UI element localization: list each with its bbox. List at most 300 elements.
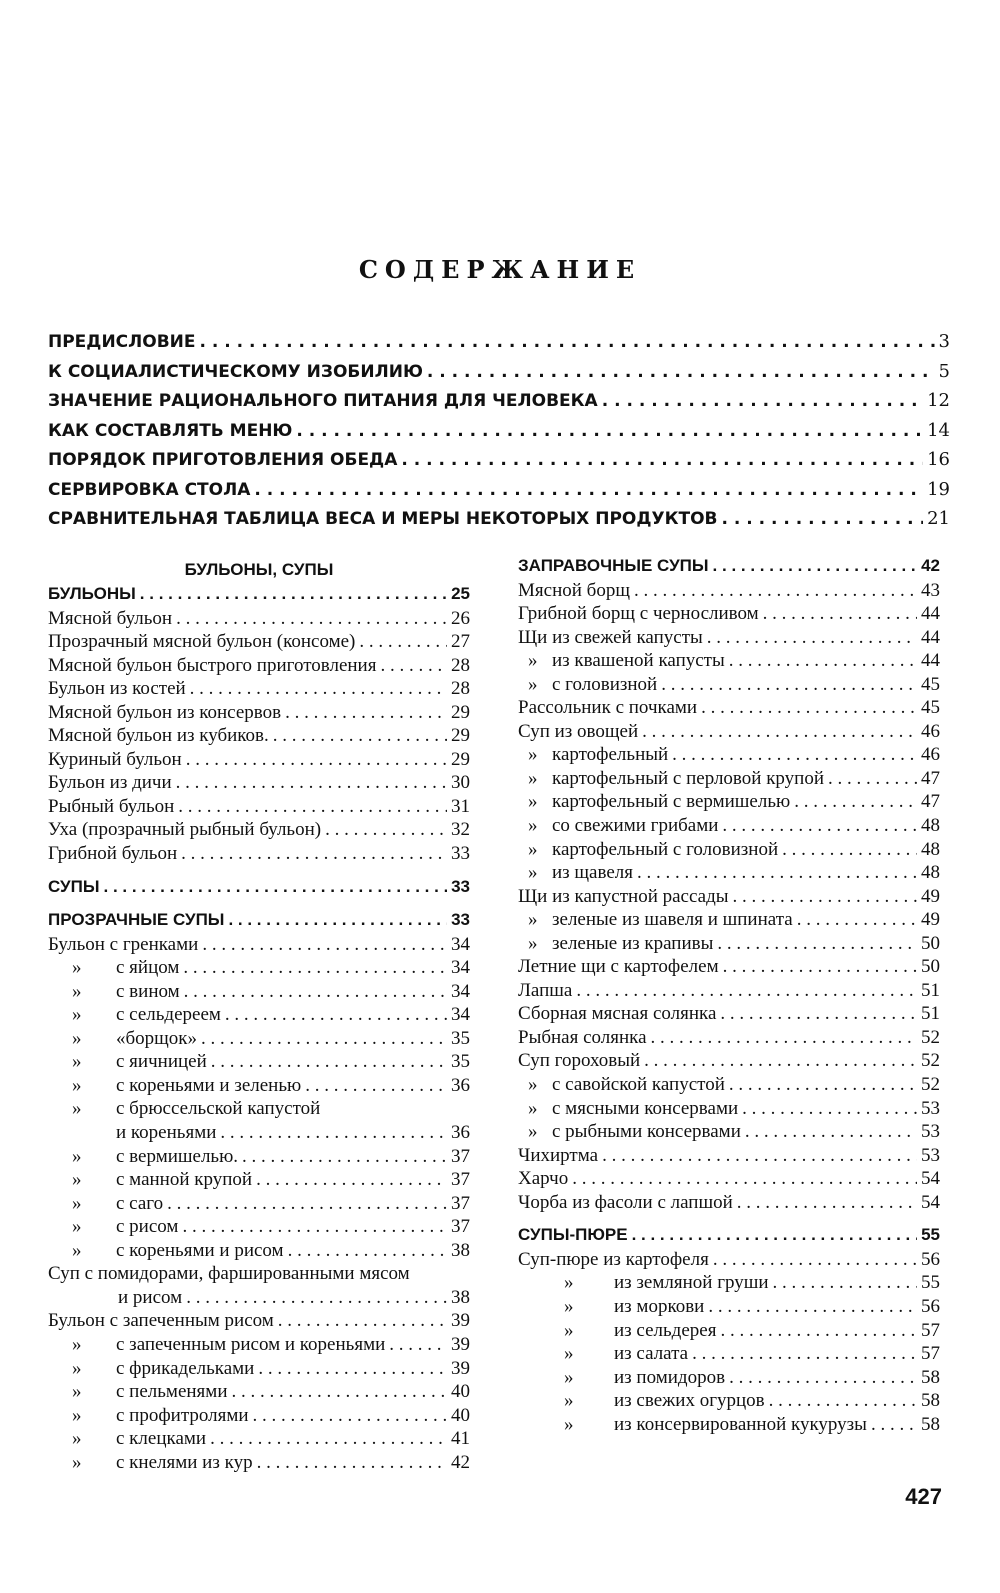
entry-page-number: 36 <box>451 1074 470 1096</box>
toc-entry[interactable] <box>48 877 470 901</box>
dot-leader <box>325 819 447 841</box>
entry-page-number: 42 <box>451 1451 470 1473</box>
entry-label: Щи из капустной рассады <box>518 885 729 907</box>
dot-leader <box>200 332 935 352</box>
entry-label: с сельдереем <box>116 1004 221 1026</box>
entry-label: зеленые из крапивы <box>552 932 714 954</box>
toc-entry[interactable] <box>518 1003 940 1027</box>
dot-leader <box>729 1074 917 1096</box>
entry-label: Суп-пюре из картофеля <box>518 1248 709 1270</box>
ditto-mark: » <box>528 791 538 813</box>
ditto-mark: » <box>72 1074 82 1096</box>
entry-page-number: 3 <box>938 331 950 352</box>
entry-label: Бульон из костей <box>48 678 186 700</box>
toc-entry[interactable] <box>48 390 950 420</box>
dot-leader <box>140 584 447 604</box>
entry-page-number: 56 <box>921 1248 940 1270</box>
dot-leader <box>242 1146 447 1168</box>
entry-label: с запеченным рисом и кореньями <box>116 1333 386 1355</box>
entry-page-number: 21 <box>927 508 950 529</box>
entry-page-number: 40 <box>451 1404 470 1426</box>
toc-entry[interactable] <box>48 508 950 538</box>
entry-page-number: 52 <box>921 1050 940 1072</box>
entry-page-number: 28 <box>451 654 470 676</box>
entry-label: из салата <box>614 1343 689 1365</box>
ditto-mark: » <box>72 1428 82 1450</box>
entry-label: Мясной бульон из консервов <box>48 701 282 723</box>
dot-leader <box>285 702 447 724</box>
entry-label: Уха (прозрачный рыбный бульон) <box>48 819 322 841</box>
entry-label: СУПЫ-ПЮРЕ <box>518 1225 628 1245</box>
dot-leader <box>871 1414 917 1436</box>
entry-page-number: 32 <box>451 819 470 841</box>
entry-label: Харчо <box>518 1168 569 1190</box>
ditto-mark: » <box>72 1027 82 1049</box>
entry-label: с головизной <box>552 673 658 695</box>
dot-leader <box>722 815 917 837</box>
dot-leader <box>729 650 917 672</box>
ditto-mark: » <box>72 980 82 1002</box>
toc-entry[interactable] <box>48 1051 470 1075</box>
dot-leader <box>637 862 917 884</box>
dot-leader <box>723 956 917 978</box>
toc-entry[interactable] <box>48 843 470 867</box>
dot-leader <box>745 1121 917 1143</box>
toc-entry[interactable] <box>518 791 940 815</box>
entry-label: Суп из овощей <box>518 720 639 742</box>
toc-entry[interactable] <box>518 697 940 721</box>
entry-page-number: 54 <box>921 1168 940 1190</box>
toc-entry[interactable] <box>518 721 940 745</box>
entry-page-number: 37 <box>451 1216 470 1238</box>
entry-label: Прозрачный мясной бульон (консоме) <box>48 631 356 653</box>
dot-leader <box>794 791 917 813</box>
entry-label: с яйцом <box>116 957 180 979</box>
toc-entry[interactable] <box>518 1098 940 1122</box>
entry-label: с рыбными консервами <box>552 1121 741 1143</box>
toc-entry[interactable] <box>48 796 470 820</box>
dot-leader <box>427 362 935 382</box>
entry-label: картофельный с вермишелью <box>552 791 791 813</box>
entry-label: из консервированной кукурузы <box>614 1413 867 1435</box>
entry-page-number: 58 <box>921 1366 940 1388</box>
ditto-mark: » <box>564 1413 574 1435</box>
toc-entry[interactable] <box>518 1414 940 1438</box>
toc-entry[interactable] <box>518 1192 940 1216</box>
toc-entry[interactable] <box>48 981 470 1005</box>
entry-page-number: 28 <box>451 678 470 700</box>
entry-label: с саго <box>116 1192 164 1214</box>
entry-page-number: 52 <box>921 1026 940 1048</box>
entry-label: Летние щи с картофелем <box>518 956 719 978</box>
entry-label: из квашеной капусты <box>552 650 725 672</box>
dot-leader <box>258 1358 447 1380</box>
ditto-mark: » <box>564 1295 574 1317</box>
toc-entry[interactable] <box>48 1004 470 1028</box>
toc-entry[interactable] <box>518 933 940 957</box>
ditto-mark: » <box>72 1404 82 1426</box>
toc-entry[interactable] <box>518 1121 940 1145</box>
dot-leader <box>737 1192 917 1214</box>
entry-label: зеленые из шавеля и шпината <box>552 909 793 931</box>
dot-leader <box>720 1320 917 1342</box>
entry-label: с яичницей <box>116 1051 207 1073</box>
toc-entry[interactable] <box>48 725 470 749</box>
dot-leader <box>401 450 923 470</box>
toc-entry[interactable] <box>48 631 470 655</box>
entry-label: с кореньями и зеленью <box>116 1074 302 1096</box>
entry-page-number: 54 <box>921 1191 940 1213</box>
entry-page-number: 53 <box>921 1144 940 1166</box>
entry-page-number: 55 <box>921 1272 940 1294</box>
entry-label: из помидоров <box>614 1366 726 1388</box>
toc-entry[interactable] <box>48 449 950 479</box>
page-number: 427 <box>905 1484 942 1509</box>
toc-entry[interactable] <box>518 744 940 768</box>
entry-page-number: 27 <box>451 631 470 653</box>
entry-page-number: 49 <box>921 885 940 907</box>
entry-page-number: 39 <box>451 1333 470 1355</box>
dot-leader <box>708 1296 917 1318</box>
toc-entry[interactable] <box>48 1334 470 1358</box>
toc-entry[interactable] <box>518 674 940 698</box>
entry-page-number: 40 <box>451 1381 470 1403</box>
entry-page-number: 26 <box>451 607 470 629</box>
dot-leader <box>651 1027 917 1049</box>
toc-entry[interactable] <box>48 702 470 726</box>
toc-entry[interactable] <box>518 1296 940 1320</box>
entry-page-number: 38 <box>451 1239 470 1261</box>
toc-entry[interactable] <box>48 331 950 361</box>
entry-label: Куриный бульон <box>48 748 182 770</box>
dot-leader <box>220 1122 447 1144</box>
ditto-mark: » <box>72 1004 82 1026</box>
entry-label: из земляной груши <box>614 1272 769 1294</box>
toc-entry[interactable] <box>48 1028 470 1052</box>
entry-label: Рассольник с почками <box>518 697 698 719</box>
entry-label: с фрикадельками <box>116 1357 255 1379</box>
dot-leader <box>634 580 917 602</box>
toc-entry[interactable] <box>518 1074 940 1098</box>
entry-page-number: 37 <box>451 1169 470 1191</box>
toc-entry[interactable] <box>48 1098 470 1122</box>
toc-entry[interactable] <box>518 1050 940 1074</box>
toc-entry[interactable] <box>48 1405 470 1429</box>
dot-leader <box>389 1334 447 1356</box>
toc-entry[interactable] <box>518 1390 940 1414</box>
toc-entry[interactable] <box>48 479 950 509</box>
dot-leader <box>576 980 917 1002</box>
entry-page-number: 16 <box>927 449 950 470</box>
entry-label: Лапша <box>518 979 573 1001</box>
section-heading: БУЛЬОНЫ, СУПЫ <box>184 560 334 579</box>
entry-label: Рыбный бульон <box>48 795 175 817</box>
toc-entry[interactable] <box>48 1452 470 1476</box>
dot-leader <box>602 1145 917 1167</box>
entry-label: Мясной бульон из кубиков. <box>48 725 269 747</box>
dot-leader <box>632 1225 917 1245</box>
entry-label: с кореньями и рисом <box>116 1239 284 1261</box>
dot-leader <box>720 1003 917 1025</box>
dot-leader <box>672 744 917 766</box>
toc-entry[interactable] <box>48 1216 470 1240</box>
ditto-mark: » <box>72 1451 82 1473</box>
ditto-mark: » <box>528 838 538 860</box>
entry-label: ПРОЗРАЧНЫЕ СУПЫ <box>48 910 225 930</box>
entry-page-number: 29 <box>451 748 470 770</box>
toc-entry[interactable] <box>48 1193 470 1217</box>
entry-label: с профитролями <box>116 1404 249 1426</box>
dot-leader <box>182 1216 447 1238</box>
toc-entry[interactable] <box>518 580 940 604</box>
right-column <box>518 556 940 1437</box>
entry-page-number: 14 <box>927 419 950 441</box>
entry-label: Бульон с запеченным рисом <box>48 1310 274 1332</box>
toc-entry[interactable] <box>518 956 940 980</box>
dot-leader <box>288 1240 447 1262</box>
dot-leader <box>769 1390 917 1412</box>
dot-leader <box>210 1428 447 1450</box>
toc-entry[interactable] <box>518 1367 940 1391</box>
toc-entry[interactable] <box>48 678 470 702</box>
entry-page-number: 34 <box>451 933 470 955</box>
toc-entry[interactable] <box>48 1358 470 1382</box>
dot-leader <box>211 1051 447 1073</box>
toc-entry[interactable] <box>518 768 940 792</box>
dot-leader <box>254 480 923 500</box>
entry-page-number: 53 <box>921 1097 940 1119</box>
entry-page-number: 42 <box>921 556 940 575</box>
entry-page-number: 25 <box>451 584 470 603</box>
ditto-mark: » <box>528 932 538 954</box>
dot-leader <box>380 655 447 677</box>
toc-entry[interactable] <box>518 886 940 910</box>
entry-page-number: 50 <box>921 932 940 954</box>
entry-label: из сельдерея <box>614 1319 717 1341</box>
toc-entry[interactable] <box>48 361 950 391</box>
entry-page-number: 38 <box>451 1286 470 1308</box>
ditto-mark: » <box>72 1381 82 1403</box>
entry-label: Суп гороховый <box>518 1050 641 1072</box>
ditto-mark: » <box>72 1051 82 1073</box>
toc-entry[interactable] <box>48 1122 470 1146</box>
toc-entry[interactable] <box>518 556 940 580</box>
entry-page-number: 51 <box>921 1003 940 1025</box>
ditto-mark: » <box>528 744 538 766</box>
toc-entry[interactable] <box>518 1272 940 1296</box>
ditto-mark: » <box>564 1319 574 1341</box>
entry-label: с клецками <box>116 1428 207 1450</box>
entry-page-number: 34 <box>451 980 470 1002</box>
entry-page-number: 57 <box>921 1343 940 1365</box>
ditto-mark: » <box>72 957 82 979</box>
toc-entry[interactable] <box>48 1287 470 1311</box>
dot-leader <box>253 1405 447 1427</box>
entry-page-number: 30 <box>451 772 470 794</box>
toc-entry[interactable] <box>518 627 940 651</box>
dot-leader <box>273 725 447 747</box>
dot-leader <box>707 627 917 649</box>
dot-leader <box>232 1381 448 1403</box>
toc-entry[interactable] <box>48 910 470 934</box>
entry-page-number: 48 <box>921 862 940 884</box>
toc-entry[interactable] <box>48 1075 470 1099</box>
toc-entry[interactable] <box>518 980 940 1004</box>
toc-entry[interactable] <box>48 584 470 608</box>
entry-label: Мясной борщ <box>518 579 630 601</box>
ditto-mark: » <box>72 1216 82 1238</box>
entry-label: СЕРВИРОВКА СТОЛА <box>48 479 251 500</box>
dot-leader <box>190 678 447 700</box>
toc-entry[interactable] <box>518 1145 940 1169</box>
toc-entry[interactable] <box>48 1240 470 1264</box>
ditto-mark: » <box>564 1390 574 1412</box>
dot-leader <box>257 1452 447 1474</box>
entry-label: с кнелями из кур <box>116 1451 253 1473</box>
entry-page-number: 33 <box>451 876 470 896</box>
front-matter-list <box>48 331 950 538</box>
entry-label: Мясной бульон быстрого приготовления <box>48 654 377 676</box>
toc-entry[interactable] <box>48 608 470 632</box>
toc-entry[interactable] <box>518 650 940 674</box>
entry-page-number: 55 <box>921 1225 940 1245</box>
ditto-mark: » <box>528 1097 538 1119</box>
dot-leader <box>763 603 917 625</box>
entry-page-number: 58 <box>921 1413 940 1435</box>
entry-page-number: 37 <box>451 1192 470 1214</box>
entry-label: Бульон с гренками <box>48 933 199 955</box>
toc-entry[interactable] <box>48 1169 470 1193</box>
toc-entry[interactable] <box>48 1310 470 1334</box>
entry-page-number: 31 <box>451 795 470 817</box>
entry-page-number: 39 <box>451 1357 470 1379</box>
toc-entry[interactable] <box>518 909 940 933</box>
dot-leader <box>278 1310 447 1332</box>
entry-page-number: 45 <box>921 697 940 719</box>
dot-leader <box>104 877 448 897</box>
entry-label: ЗАПРАВОЧНЫЕ СУПЫ <box>518 556 709 575</box>
dot-leader <box>773 1272 917 1294</box>
dot-leader <box>828 768 917 790</box>
page-title: СОДЕРЖАНИЕ <box>358 255 642 284</box>
entry-page-number: 56 <box>921 1295 940 1317</box>
entry-label: Рыбная солянка <box>518 1026 647 1048</box>
dot-leader <box>181 843 447 865</box>
entry-label: ПРЕДИСЛОВИЕ <box>48 332 196 352</box>
ditto-mark: » <box>72 1098 82 1120</box>
entry-page-number: 53 <box>921 1121 940 1143</box>
dot-leader <box>602 391 923 411</box>
entry-page-number: 33 <box>451 843 470 865</box>
toc-entry[interactable] <box>48 819 470 843</box>
ditto-mark: » <box>564 1366 574 1388</box>
entry-label: с вином <box>116 980 180 1002</box>
dot-leader <box>359 631 447 653</box>
entry-label: со свежими грибами <box>552 815 719 837</box>
toc-entry[interactable] <box>48 934 470 958</box>
toc-entry[interactable] <box>48 420 950 450</box>
entry-label: Чорба из фасоли с лапшой <box>518 1191 733 1213</box>
dot-leader <box>692 1343 917 1365</box>
entry-page-number: 41 <box>451 1428 470 1450</box>
entry-label: с мясными консервами <box>552 1097 739 1119</box>
ditto-mark: » <box>72 1333 82 1355</box>
ditto-mark: » <box>528 862 538 884</box>
toc-entry[interactable] <box>518 839 940 863</box>
toc-entry[interactable] <box>48 749 470 773</box>
ditto-mark: » <box>528 673 538 695</box>
toc-entry[interactable] <box>518 1320 940 1344</box>
dot-leader <box>701 697 917 719</box>
entry-page-number: 34 <box>451 1004 470 1026</box>
entry-label: Чихиртма <box>518 1144 599 1166</box>
toc-entry[interactable] <box>518 815 940 839</box>
ditto-mark: » <box>528 767 538 789</box>
dot-leader <box>722 509 924 529</box>
entry-label: Бульон из дичи <box>48 772 172 794</box>
entry-page-number: 35 <box>451 1027 470 1049</box>
ditto-mark: » <box>528 650 538 672</box>
dot-leader <box>742 1098 917 1120</box>
ditto-mark: » <box>564 1272 574 1294</box>
toc-entry[interactable] <box>518 862 940 886</box>
dot-leader <box>178 796 447 818</box>
entry-label: из моркови <box>614 1295 705 1317</box>
toc-entry[interactable] <box>518 1027 940 1051</box>
toc-entry[interactable] <box>518 1249 940 1273</box>
toc-entry[interactable] <box>48 1381 470 1405</box>
entry-label: и кореньями <box>116 1122 217 1144</box>
toc-entry[interactable] <box>48 772 470 796</box>
entry-page-number: 44 <box>921 626 940 648</box>
entry-label: Суп с помидорами, фаршированными мясом <box>48 1263 410 1285</box>
entry-page-number: 51 <box>921 979 940 1001</box>
dot-leader <box>228 910 447 930</box>
ditto-mark: » <box>72 1169 82 1191</box>
entry-label: ЗНАЧЕНИЕ РАЦИОНАЛЬНОГО ПИТАНИЯ ДЛЯ ЧЕЛОВЕКА <box>48 391 598 411</box>
entry-page-number: 12 <box>927 390 950 411</box>
toc-entry[interactable] <box>48 655 470 679</box>
entry-label: Грибной борщ с черносливом <box>518 603 759 625</box>
toc-entry[interactable] <box>518 1168 940 1192</box>
toc-entry[interactable] <box>518 1343 940 1367</box>
entry-label: с вермишелью. <box>116 1145 239 1167</box>
dot-leader <box>186 749 447 771</box>
ditto-mark: » <box>528 1121 538 1143</box>
entry-label: с савойской капустой <box>552 1074 725 1096</box>
entry-page-number: 52 <box>921 1074 940 1096</box>
entry-label: Мясной бульон <box>48 607 173 629</box>
entry-label: картофельный с перловой крупой <box>552 767 825 789</box>
toc-entry[interactable] <box>48 1428 470 1452</box>
toc-entry[interactable] <box>48 1263 470 1287</box>
entry-label: из свежих огурцов <box>614 1390 765 1412</box>
dot-leader <box>186 1287 447 1309</box>
entry-page-number: 19 <box>927 478 950 500</box>
toc-entry[interactable] <box>48 1146 470 1170</box>
toc-entry[interactable] <box>518 603 940 627</box>
entry-page-number: 45 <box>921 673 940 695</box>
ditto-mark: » <box>528 815 538 837</box>
toc-entry[interactable] <box>518 1225 940 1249</box>
entry-page-number: 48 <box>921 815 940 837</box>
entry-page-number: 58 <box>921 1390 940 1412</box>
dot-leader <box>797 909 917 931</box>
dot-leader <box>733 886 917 908</box>
entry-page-number: 34 <box>451 957 470 979</box>
toc-entry[interactable] <box>48 957 470 981</box>
dot-leader <box>644 1050 917 1072</box>
